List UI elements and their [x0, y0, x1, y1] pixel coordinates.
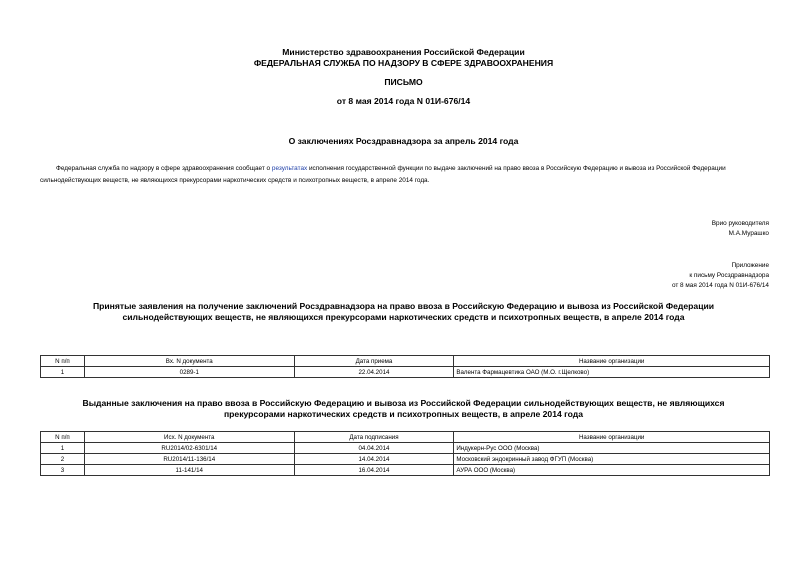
column-header: Название организации [454, 356, 770, 367]
column-header: Вх. N документа [84, 356, 294, 367]
signature-position: Врио руководителя [711, 220, 769, 227]
table-row [41, 454, 770, 465]
body-text-end: исполнения государственной функции по выдаче заключений на право ввоза в Российскую Федерацию и вывоза из Российской Федерации сильнодействующих веществ, не являющихся прекурсорами наркотических средств и психотропных веществ, в апреле 2014 года. [40, 165, 726, 184]
section2-title-line2: прекурсорами наркотических средств и психотропных веществ, в апреле 2014 года [223, 409, 583, 419]
table-header-row [41, 432, 770, 443]
column-header: N п/п [41, 356, 85, 367]
section2-title-line1: Выданные заключения на право ввоза в Российскую Федерацию и вывоза из Российской Федерации сильнодействующих веществ, не являющихся [82, 398, 725, 408]
signature-name: М.А.Мурашко [728, 230, 769, 237]
table-row [41, 465, 770, 476]
table-cell: АУРА ООО (Москва) [454, 465, 770, 476]
table-row [41, 443, 770, 454]
section1-title-line2: сильнодействующих веществ, не являющихся прекурсорами наркотических средств и психотропных веществ, в апреле 2014 года [122, 312, 685, 322]
column-header: Исх. N документа [84, 432, 294, 443]
table-cell: 0289-1 [84, 367, 294, 378]
ministry-name: Министерство здравоохранения Российской Федерации [282, 47, 525, 57]
document-type: ПИСЬМО [384, 77, 423, 87]
column-header: N п/п [41, 432, 85, 443]
table-row [41, 367, 770, 378]
table-cell: RU2014/02-6301/14 [84, 443, 294, 454]
table-cell: 16.04.2014 [294, 465, 454, 476]
accepted-applications-table [40, 355, 770, 378]
column-header: Название организации [454, 432, 770, 443]
table-cell: Индукерн-Рус ООО (Москва) [454, 443, 770, 454]
issued-conclusions-table [40, 431, 770, 476]
table-cell: RU2014/11-136/14 [84, 454, 294, 465]
document-subject: О заключениях Росздравнадзора за апрель 2014 года [288, 136, 519, 146]
appendix-date: от 8 мая 2014 года N 01И-676/14 [671, 282, 769, 289]
table-cell: 2 [41, 454, 85, 465]
table-cell: 14.04.2014 [294, 454, 454, 465]
table-cell: 1 [41, 443, 85, 454]
table-cell: 1 [41, 367, 85, 378]
column-header: Дата подписания [294, 432, 454, 443]
table-header-row [41, 356, 770, 367]
section1-title-line1: Принятые заявления на получение заключений Росздравнадзора на право ввоза в Российскую Федерацию и вывоза из Российской Федерации [92, 301, 715, 311]
results-link[interactable]: результатах [271, 165, 308, 172]
table-cell: 04.04.2014 [294, 443, 454, 454]
agency-name: ФЕДЕРАЛЬНАЯ СЛУЖБА ПО НАДЗОРУ В СФЕРЕ ЗДРАВООХРАНЕНИЯ [253, 58, 554, 68]
appendix-label: Приложение [731, 262, 769, 269]
table-cell: 22.04.2014 [294, 367, 454, 378]
appendix-reference: к письму Росздравнадзора [689, 272, 769, 279]
table-cell: Валента Фармацевтика ОАО (М.О. г.Щелково) [454, 367, 770, 378]
table-cell: Московский эндокринный завод ФГУП (Москва) [454, 454, 770, 465]
table-cell: 3 [41, 465, 85, 476]
body-text-start: Федеральная служба по надзору в сфере здравоохранения сообщает о [56, 165, 272, 172]
document-date: от 8 мая 2014 года N 01И-676/14 [336, 96, 471, 106]
table-cell: 11-141/14 [84, 465, 294, 476]
column-header: Дата приема [294, 356, 454, 367]
body-paragraph [40, 163, 770, 186]
